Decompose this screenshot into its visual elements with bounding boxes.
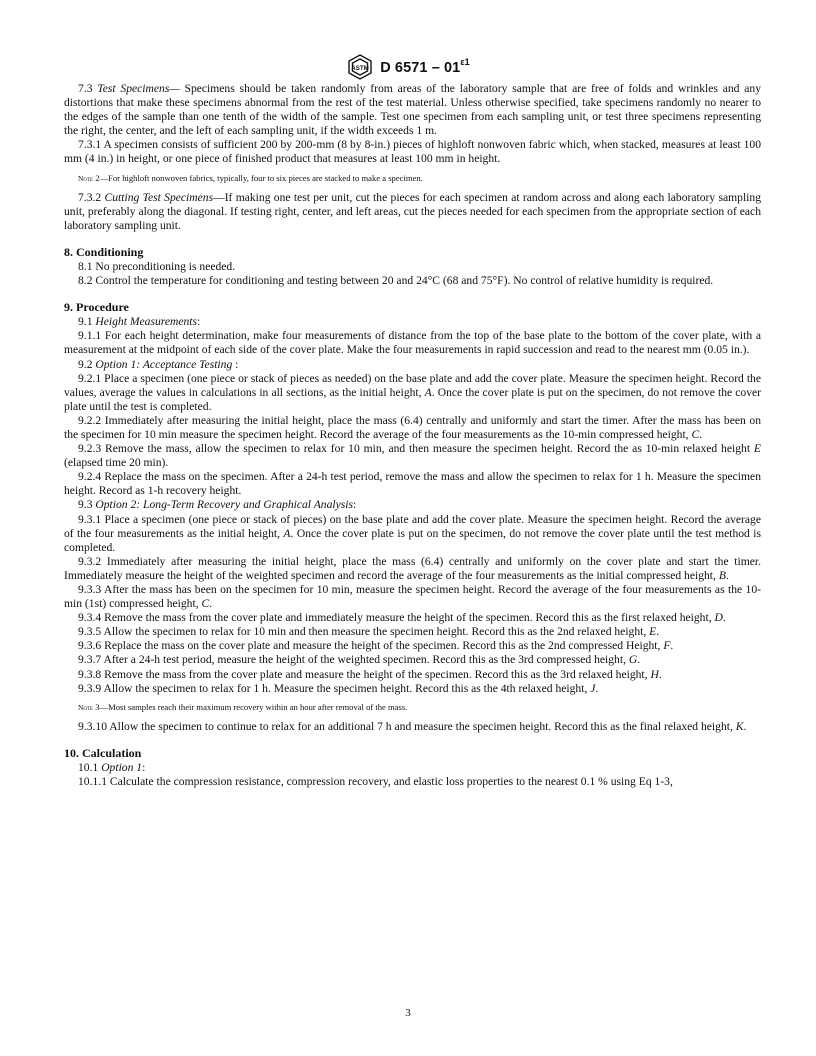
- note-label: Note: [78, 173, 94, 183]
- text-run: 2—For highloft nonwoven fabrics, typically, four to six pieces are stacked to make a specimen.: [93, 172, 423, 183]
- note-paragraph: [64, 172, 761, 185]
- body-paragraph: [64, 653, 761, 667]
- text-run: 9.3.9 Allow the specimen to relax for 1 h. Measure the specimen height. Record this as the 4th relaxed height,: [78, 681, 591, 695]
- text-run: :: [142, 760, 146, 774]
- text-run: .: [743, 719, 747, 733]
- text-run: (elapsed time 20 min).: [64, 456, 169, 470]
- text-run: 9.2: [78, 357, 96, 371]
- astm-logo-icon: [346, 54, 374, 80]
- text-run: 7.3.1 A specimen consists of sufficient 200 by 200-mm (8 by 8-in.) pieces of highloft nonwoven fabric which, when stacked, measures at least 100 mm (4 in.) in height, or one piece of finished product that measures at least 100 mm in height.: [64, 138, 761, 166]
- text-run: 9.3.8 Remove the mass from the cover plate and measure the height of the specimen. Record this as the 3rd relaxed height,: [78, 667, 651, 681]
- italic-text: Option 1: [101, 760, 143, 774]
- text-run: 9.2.4 Replace the mass on the specimen. After a 24-h test period, remove the mass and allow the specimen to relax for 1 h. Measure the specimen height. Record as 1-h recovery height.: [64, 470, 761, 498]
- note-paragraph: [64, 701, 761, 714]
- text-run: 9.2.3 Remove the mass, allow the specimen to relax for 10 min, and then measure the specimen height. Record the as 10-min relaxed height: [78, 442, 754, 456]
- text-run: .: [637, 653, 641, 667]
- body-paragraph: [64, 625, 761, 639]
- page-header: [0, 52, 816, 82]
- body-paragraph: [64, 498, 761, 512]
- text-run: 10.1: [78, 760, 102, 774]
- body-paragraph: [64, 315, 761, 329]
- text-run: —If making one test per unit, cut the pieces for each specimen at random across and along each laboratory sampling unit, preferably along the diagonal. If testing right, center, and left areas, cut the pieces needed for each specimen from the appropriate section of each laboratory sampling unit.: [64, 190, 761, 232]
- designation-superscript: ε1: [460, 57, 470, 68]
- text-run: .: [209, 597, 213, 611]
- italic-text: Test Specimens—: [97, 82, 180, 95]
- italic-text: Height Measurements: [95, 315, 198, 329]
- italic-text: A: [283, 526, 291, 540]
- text-run: . Once the cover plate is put on the specimen, do not remove the cover plate until the test is completed.: [64, 385, 762, 413]
- text-run: 9.3.4 Remove the mass from the cover plate and immediately measure the height of the specimen. Record this as the first relaxed height,: [78, 611, 715, 625]
- body-paragraph: [64, 720, 761, 734]
- document-body: [64, 82, 761, 789]
- body-paragraph: [64, 82, 761, 138]
- section-heading: 9. Procedure: [64, 300, 129, 315]
- text-run: 9.3.6 Replace the mass on the cover plate and measure the height of the specimen. Record this as the 2nd compressed Height,: [78, 639, 664, 653]
- text-run: 9.3: [78, 498, 96, 512]
- body-paragraph: [64, 274, 761, 288]
- text-run: 9.3.5 Allow the specimen to relax for 10 min and then measure the specimen height. Record this as the 2nd relaxed height,: [78, 625, 650, 639]
- italic-text: D: [714, 611, 723, 625]
- body-paragraph: [64, 639, 761, 653]
- body-paragraph: [64, 442, 761, 470]
- text-run: 9.3.2 Immediately after measuring the initial height, place the mass (6.4) centrally and uniformly on the cover plate and start the timer. Immediately measure the height of the weighted specimen and record the average of the four measurements as the initial compressed height,: [64, 554, 761, 582]
- text-run: 9.2.2 Immediately after measuring the initial height, place the mass (6.4) centrally and uniformly and start the timer. After the mass has been on the specimen for 10 min measure the specimen height. Record the average of the four measurements as the 10-min compressed height,: [64, 413, 761, 441]
- text-run: Specimens should be taken randomly from areas of the laboratory sample that are free of folds and wrinkles and any distortions that make these specimens abnormal from the rest of the test material. Unless otherwise specified, take specimens randomly no nearer to the edges of the sample than one tenth of the width of the sample. Test one specimen from each sampling unit, or test three specimens representing the right, the center, and the left of each sampling unit, if the width exceeds 1 m.: [64, 82, 762, 138]
- text-run: 9.3.3 After the mass has been on the specimen for 10 min, measure the specimen height. Record the average of the four measurements as the 10-min (1st) compressed height,: [64, 583, 761, 611]
- italic-text: C: [201, 597, 210, 611]
- body-paragraph: [64, 329, 761, 357]
- italic-text: H: [650, 667, 659, 681]
- italic-text: K: [735, 719, 744, 733]
- text-run: .: [725, 568, 729, 582]
- text-run: .: [699, 427, 703, 441]
- logo-text: ASTM: [351, 65, 369, 72]
- document-designation: [380, 58, 470, 76]
- body-paragraph: [64, 372, 761, 414]
- text-run: 9.1.1 For each height determination, make four measurements of distance from the top of the base plate to the bottom of the cover plate, with a measurement at the midpoint of each side of the cover plate. Make the four measurements in rapid succession and read to the nearest mm (0.05 in.).: [64, 329, 761, 357]
- text-run: 9.3.10 Allow the specimen to continue to relax for an additional 7 h and measure the specimen height. Record this as the final relaxed height,: [78, 719, 736, 733]
- text-run: 9.3.7 After a 24-h test period, measure the height of the weighted specimen. Record this as the 3rd compressed height,: [78, 653, 629, 667]
- italic-text: E: [649, 625, 657, 639]
- designation-number: D 6571 – 01: [380, 59, 461, 76]
- italic-text: Cutting Test Specimens: [104, 190, 214, 204]
- text-run: 9.2.1 Place a specimen (one piece or stack of pieces as needed) on the base plate and add the cover plate. Measure the specimen height. Record the values, average the values in calculations in all sections, as the initial height,: [64, 371, 761, 399]
- body-paragraph: [64, 611, 761, 625]
- body-paragraph: [64, 583, 761, 611]
- text-run: 8.2 Control the temperature for conditioning and testing between 20 and 24°C (68 and 75°F). No control of relative humidity is required.: [78, 274, 714, 288]
- page-number: 3: [405, 1007, 411, 1019]
- text-run: 8.1 No preconditioning is needed.: [78, 259, 236, 273]
- text-run: 10.1.1 Calculate the compression resistance, compression recovery, and elastic loss properties to the nearest 0.1 % using Eq 1-3,: [78, 775, 673, 789]
- body-paragraph: [64, 260, 761, 274]
- italic-text: B: [718, 568, 726, 582]
- italic-text: E: [753, 442, 761, 456]
- text-run: 9.1: [78, 315, 96, 329]
- text-run: :: [197, 315, 201, 329]
- italic-text: G: [628, 653, 638, 667]
- italic-text: F: [663, 639, 671, 653]
- body-paragraph: [64, 775, 761, 789]
- italic-text: Option 1: Acceptance Testing: [95, 357, 233, 371]
- italic-text: C: [691, 427, 700, 441]
- text-run: . Once the cover plate is put on the specimen, do not remove the cover plate until the test method is completed.: [64, 526, 761, 554]
- section-heading: 10. Calculation: [64, 745, 142, 760]
- italic-text: J: [590, 681, 596, 695]
- text-run: 7.3: [78, 82, 98, 95]
- body-paragraph: [64, 138, 761, 166]
- note-label: Note: [78, 702, 94, 712]
- text-run: .: [595, 681, 599, 695]
- body-paragraph: [64, 470, 761, 498]
- text-run: .: [658, 667, 662, 681]
- body-paragraph: [64, 358, 761, 372]
- body-paragraph: [64, 761, 761, 775]
- section-heading: 8. Conditioning: [64, 244, 144, 259]
- body-paragraph: [64, 682, 761, 696]
- italic-text: A: [424, 385, 432, 399]
- text-run: 3—Most samples reach their maximum recovery within an hour after removal of the mass.: [93, 701, 408, 712]
- body-paragraph: [64, 414, 761, 442]
- text-run: .: [656, 625, 660, 639]
- body-paragraph: [64, 555, 761, 583]
- text-run: .: [670, 639, 674, 653]
- text-run: :: [232, 357, 239, 371]
- italic-text: Option 2: Long-Term Recovery and Graphical Analysis: [95, 498, 354, 512]
- text-run: :: [353, 498, 357, 512]
- text-run: 7.3.2: [78, 190, 105, 204]
- body-paragraph: [64, 668, 761, 682]
- body-paragraph: [64, 513, 761, 555]
- text-run: .: [722, 611, 726, 625]
- body-paragraph: [64, 191, 761, 233]
- text-run: 9.3.1 Place a specimen (one piece or stack of pieces) on the base plate and add the cover plate. Measure the specimen height. Record the average of the four measurements as the initial height,: [64, 512, 761, 540]
